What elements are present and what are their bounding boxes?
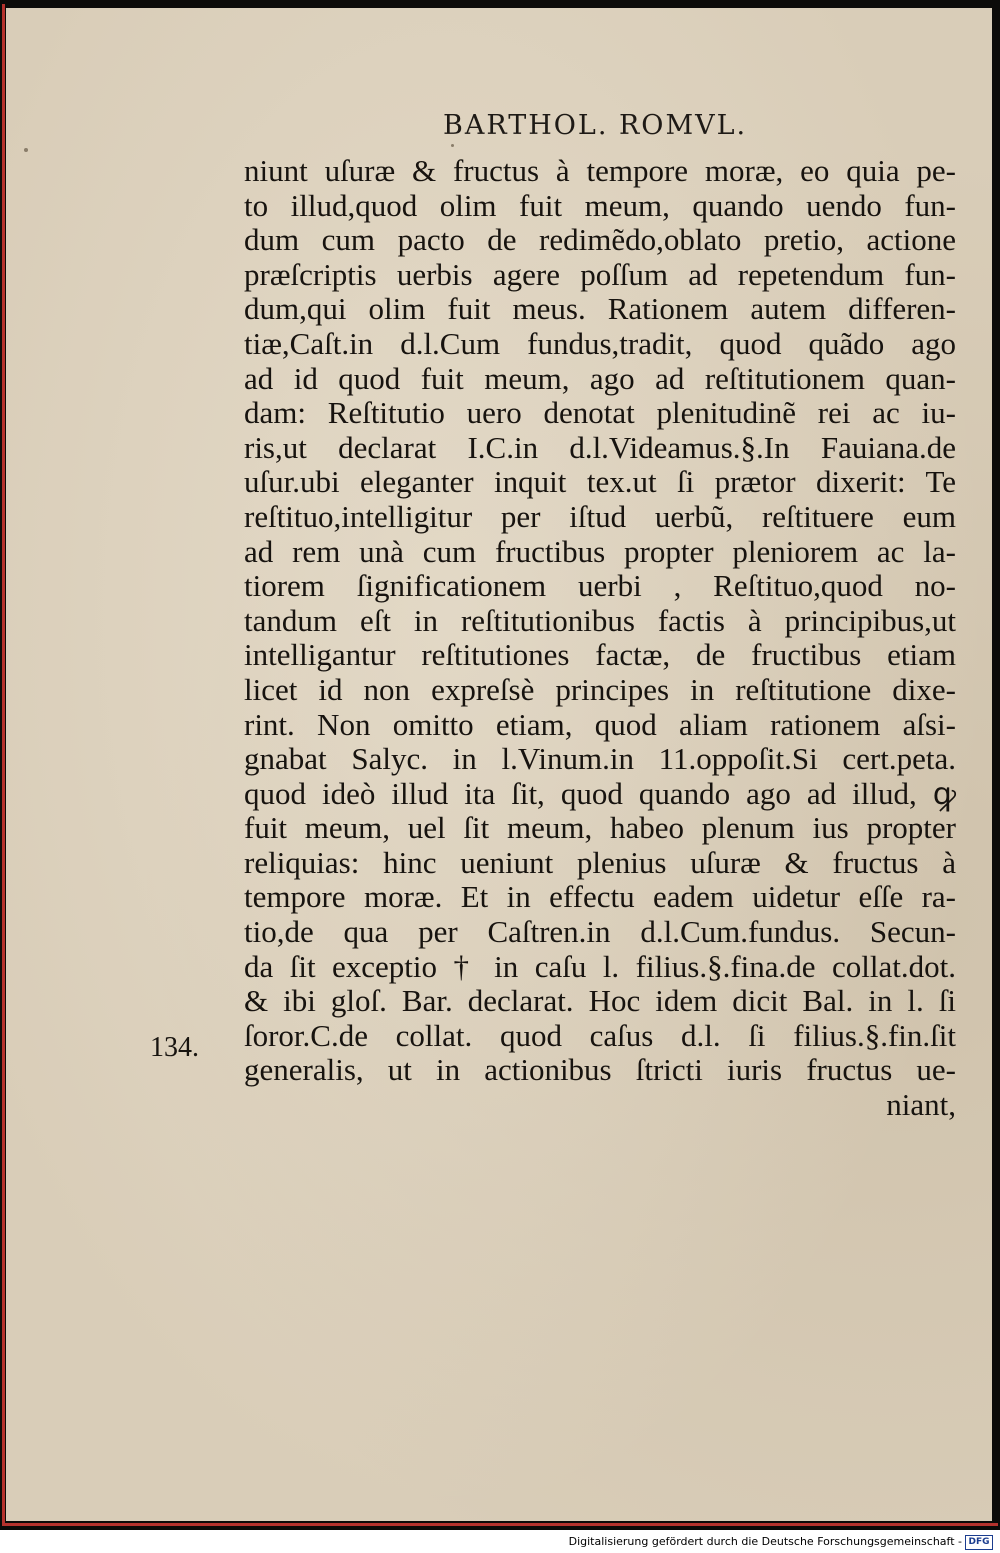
text-line: licet id non expreſsè principes in reſtitutione dixe-	[244, 671, 956, 707]
scan-edge-bottom	[2, 1523, 998, 1526]
paper-speck	[451, 144, 454, 147]
text-line: generalis, ut in actionibus ſtricti iuris fructus ue-	[244, 1052, 956, 1088]
text-line: rint. Non omitto etiam, quod aliam rationem aſsi-	[244, 706, 956, 742]
body-text	[244, 154, 956, 1123]
text-line: dam: Reſtitutio uero denotat plenitudinẽ rei ac iu-	[244, 395, 956, 431]
text-line: niunt uſuræ & fructus à tempore moræ, eo quia pe-	[244, 153, 956, 188]
text-line: dum,qui olim fuit meus. Rationem autem differen-	[244, 291, 956, 327]
text-line: reſtituo,intelligitur per iſtud uerbũ, reſtituere eum	[244, 498, 956, 534]
text-line: ad rem unà cum fructibus propter pleniorem ac la-	[244, 533, 956, 569]
text-line: quod ideò illud ita ſit, quod quando ago ad illud, ꝙ	[244, 775, 956, 811]
funding-credit: Digitalisierung gefördert durch die Deutsche Forschungsgemeinschaft -	[568, 1535, 962, 1548]
text-line: tio,de qua per Caſtren.in d.l.Cum.fundus. Secun-	[244, 914, 956, 950]
text-line: tiorem ſignificationem uerbi , Reſtituo,quod no-	[244, 568, 956, 604]
text-line: reliquias: hinc ueniunt plenius uſuræ & fructus à	[244, 844, 956, 880]
text-line: & ibi gloſ. Bar. declarat. Hoc idem dicit Bal. in l. ſi	[244, 983, 956, 1019]
text-line: gnabat Salyc. in l.Vinum.in 11.oppoſit.Si cert.peta.	[244, 741, 956, 777]
text-line: niant,	[886, 1087, 956, 1123]
text-line: da ſit exceptio † in caſu l. filius.§.fina.de collat.dot.	[244, 948, 956, 984]
text-line: tempore moræ. Et in effectu eadem uidetur eſſe ra-	[244, 879, 956, 915]
text-line: intelligantur reſtitutiones factæ, de fructibus etiam	[244, 637, 956, 673]
text-line: ad id quod fuit meum, ago ad reſtitutionem quan-	[244, 360, 956, 396]
running-head: BARTHOL. ROMVL.	[443, 110, 748, 141]
text-line: præſcriptis uerbis agere poſſum ad repetendum fun-	[244, 256, 956, 292]
text-line: ris,ut declarat I.C.in d.l.Videamus.§.In Fauiana.de	[244, 429, 956, 465]
dfg-logo: DFG	[965, 1535, 993, 1550]
text-line: fuit meum, uel ſit meum, habeo plenum ius propter	[244, 810, 956, 846]
text-line: to illud,quod olim fuit meum, quando uendo fun-	[244, 187, 956, 223]
margin-number: 134.	[150, 1032, 199, 1063]
scan-edge-left	[2, 4, 5, 1526]
text-line: uſur.ubi eleganter inquit tex.ut ſi prætor dixerit: Te	[244, 464, 956, 500]
paper-speck	[24, 148, 28, 152]
text-line: tandum eſt in reſtitutionibus factis à principibus,ut	[244, 602, 956, 638]
text-line: tiæ,Caſt.in d.l.Cum fundus,tradit, quod quãdo ago	[244, 325, 956, 361]
text-line: dum cum pacto de redimẽdo,oblato pretio, actione	[244, 222, 956, 258]
text-line: ſoror.C.de collat. quod caſus d.l. ſi filius.§.fin.ſit	[244, 1017, 956, 1053]
